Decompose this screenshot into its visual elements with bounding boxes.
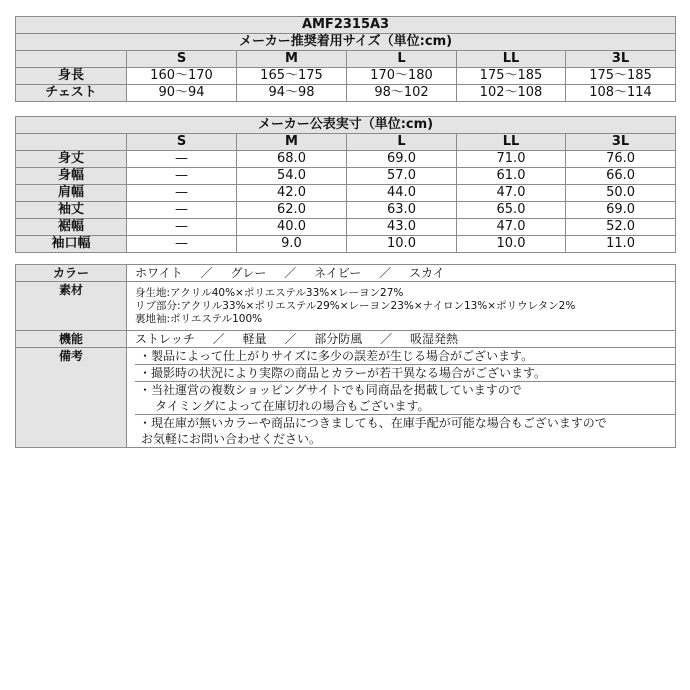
size-header: M	[237, 51, 347, 68]
table-cell: 175～185	[457, 68, 566, 85]
actual-size-title: メーカー公表実寸（単位:cm)	[16, 117, 676, 134]
table-cell: —	[127, 219, 237, 236]
color-option: ネイビー	[314, 266, 362, 280]
table-cell: 47.0	[457, 219, 566, 236]
size-header: M	[237, 134, 347, 151]
separator: ／	[380, 332, 393, 346]
separator: ／	[212, 332, 225, 346]
table-cell: 10.0	[457, 236, 566, 253]
table-row	[16, 236, 676, 253]
separator: ／	[284, 266, 297, 280]
table-cell: 69.0	[566, 202, 676, 219]
function-row	[16, 331, 676, 348]
table-cell: 108～114	[566, 85, 676, 102]
color-option: スカイ	[408, 266, 445, 280]
note-item	[135, 415, 675, 447]
function-list	[127, 331, 676, 348]
row-label: 身丈	[16, 151, 127, 168]
material-label: 素材	[16, 282, 127, 331]
row-label: 裾幅	[16, 219, 127, 236]
table-cell: 90～94	[127, 85, 237, 102]
table-cell: —	[127, 185, 237, 202]
table-row	[16, 202, 676, 219]
table-cell: 40.0	[237, 219, 347, 236]
table-cell: 52.0	[566, 219, 676, 236]
table-cell: —	[127, 202, 237, 219]
notes-row	[16, 348, 676, 448]
size-header: S	[127, 51, 237, 68]
note-item	[135, 365, 675, 382]
notes-label: 備考	[16, 348, 127, 448]
table-cell: 42.0	[237, 185, 347, 202]
table-cell: 170～180	[347, 68, 457, 85]
row-label: 身長	[16, 68, 127, 85]
note-item	[135, 348, 675, 365]
table-cell: 66.0	[566, 168, 676, 185]
actual-size-table	[15, 116, 676, 253]
recommended-size-table	[15, 16, 676, 102]
table-row	[16, 168, 676, 185]
table-cell: 65.0	[457, 202, 566, 219]
material-row	[16, 282, 676, 331]
size-header: 3L	[566, 51, 676, 68]
function-item: 吸湿発熱	[409, 332, 458, 346]
product-code: AMF2315A3	[16, 17, 676, 34]
table-cell: 47.0	[457, 185, 566, 202]
function-item: 部分防風	[314, 332, 363, 346]
table-row	[16, 85, 676, 102]
note-line: お気軽にお問い合わせください。	[141, 432, 322, 446]
table-cell: —	[127, 236, 237, 253]
note-line: ・ 製品によって仕上がりサイズに多少の誤差が生じる場合がございます。	[139, 348, 675, 364]
row-label: 袖丈	[16, 202, 127, 219]
size-header-row	[16, 51, 676, 68]
table-cell: 9.0	[237, 236, 347, 253]
color-list	[127, 265, 676, 282]
table-cell: 94～98	[237, 85, 347, 102]
function-item: ストレッチ	[135, 332, 195, 346]
row-label: 身幅	[16, 168, 127, 185]
table-cell: 43.0	[347, 219, 457, 236]
table-row	[16, 68, 676, 85]
row-label: 肩幅	[16, 185, 127, 202]
function-item: 軽量	[242, 332, 267, 346]
table-cell: 69.0	[347, 151, 457, 168]
table-cell: —	[127, 151, 237, 168]
color-option: ホワイト	[135, 266, 183, 280]
table-cell: 50.0	[566, 185, 676, 202]
color-row	[16, 265, 676, 282]
table-row	[16, 185, 676, 202]
color-label: カラー	[16, 265, 127, 282]
color-option: グレー	[230, 266, 267, 280]
table-cell: 71.0	[457, 151, 566, 168]
table-cell: 62.0	[237, 202, 347, 219]
recommended-size-title: メーカー推奨着用サイズ（単位:cm)	[16, 34, 676, 51]
table-cell: 54.0	[237, 168, 347, 185]
separator: ／	[379, 266, 392, 280]
table-cell: 44.0	[347, 185, 457, 202]
material-list	[127, 282, 676, 331]
note-item	[135, 382, 675, 415]
row-label: チェスト	[16, 85, 127, 102]
table-cell: 68.0	[237, 151, 347, 168]
row-label: 袖口幅	[16, 236, 127, 253]
material-line: リブ部分:アクリル33%×ポリエステル29%×レーヨン23%×ナイロン13%×ポリウレタン2%	[135, 299, 576, 312]
material-line: 身生地:アクリル40%×ポリエステル33%×レーヨン27%	[135, 286, 404, 299]
size-header-row	[16, 134, 676, 151]
table-cell: 10.0	[347, 236, 457, 253]
table-cell: 61.0	[457, 168, 566, 185]
table-cell: 63.0	[347, 202, 457, 219]
size-header: LL	[457, 51, 566, 68]
table-cell: 98～102	[347, 85, 457, 102]
note-line: ・ 撮影時の状況により実際の商品とカラーが若干異なる場合がございます。	[139, 365, 675, 381]
table-cell: 76.0	[566, 151, 676, 168]
table-cell: 102～108	[457, 85, 566, 102]
table-cell: 11.0	[566, 236, 676, 253]
notes-list	[127, 348, 676, 448]
table-row	[16, 151, 676, 168]
product-spec-table	[15, 264, 676, 448]
size-header: S	[127, 134, 237, 151]
separator: ／	[200, 266, 213, 280]
note-line: ・ 現在庫が無いカラーや商品につきましても、在庫手配が可能な場合もございますので	[139, 415, 675, 431]
size-header: L	[347, 51, 457, 68]
size-header: 3L	[566, 134, 676, 151]
table-cell: 175～185	[566, 68, 676, 85]
function-label: 機能	[16, 331, 127, 348]
note-line: タイミングによって在庫切れの場合もございます。	[155, 399, 430, 413]
table-cell: 57.0	[347, 168, 457, 185]
table-cell: —	[127, 168, 237, 185]
table-cell: 165～175	[237, 68, 347, 85]
size-header: L	[347, 134, 457, 151]
size-header: LL	[457, 134, 566, 151]
material-line: 裏地袖:ポリエステル100%	[135, 312, 263, 325]
note-line: ・ 当社運営の複数ショッピングサイトでも同商品を掲載していますので	[139, 382, 675, 398]
table-row	[16, 219, 676, 236]
table-cell: 160～170	[127, 68, 237, 85]
separator: ／	[284, 332, 297, 346]
